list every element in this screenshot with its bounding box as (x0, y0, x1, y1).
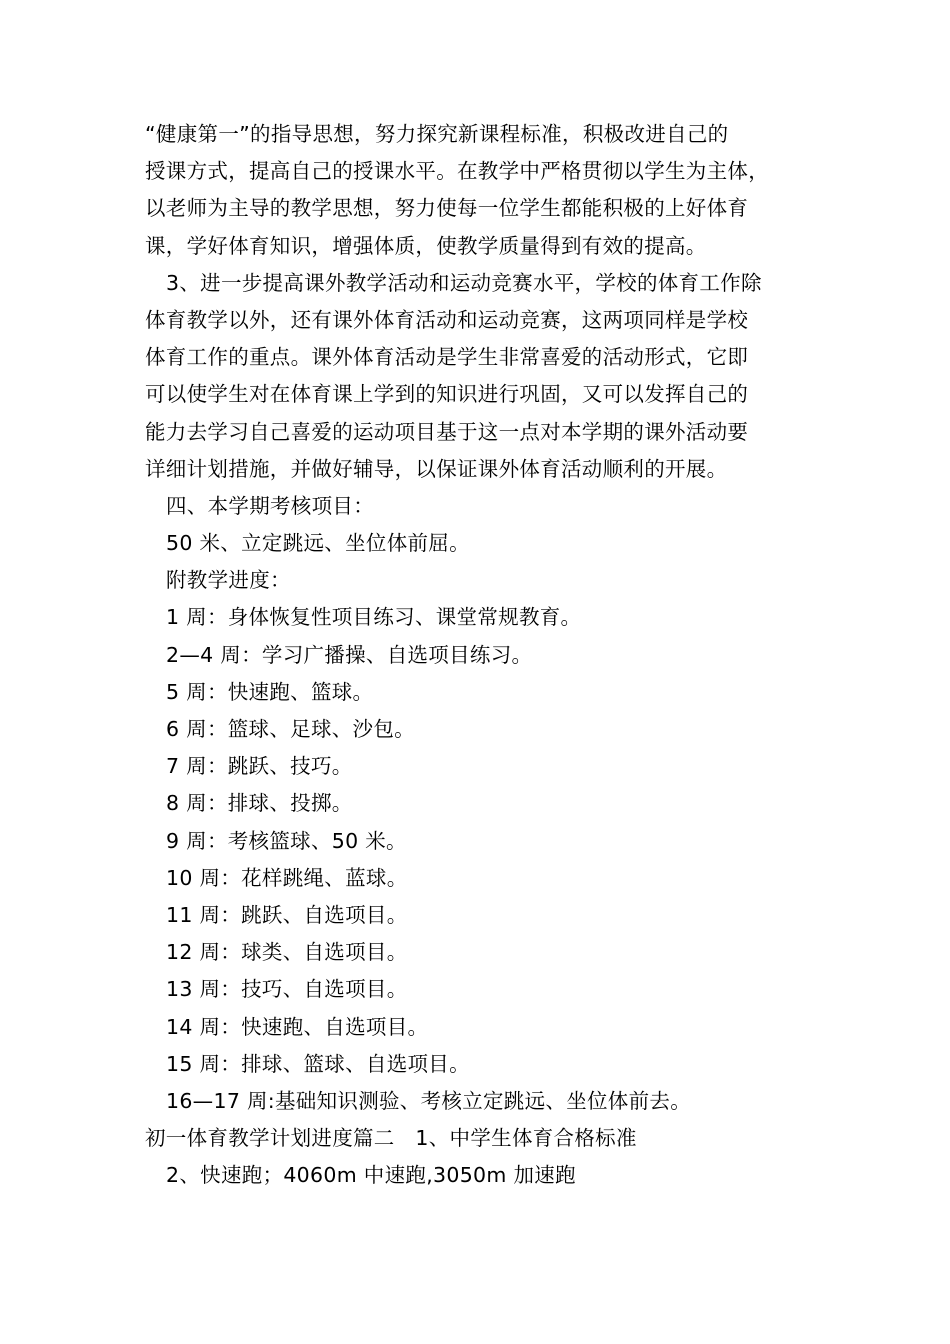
paragraph-line: 可以使学生对在体育课上学到的知识进行巩固，又可以发挥自己的 (145, 382, 749, 407)
paragraph-line: 详细计划措施，并做好辅导，以保证课外体育活动顺利的开展。 (145, 456, 728, 481)
schedule-item: 8 周：排球、投掷。 (166, 791, 353, 816)
paragraph-line: 授课方式，提高自己的授课水平。在教学中严格贯彻以学生为主体， (145, 159, 769, 184)
assessment-items: 50 米、立定跳远、坐位体前屈。 (166, 531, 470, 556)
schedule-item: 12 周：球类、自选项目。 (166, 940, 408, 965)
schedule-item: 9 周：考核篮球、50 米。 (166, 828, 407, 853)
schedule-item: 2—4 周：学习广播操、自选项目练习。 (166, 642, 533, 667)
paragraph-line: 以老师为主导的教学思想，努力使每一位学生都能积极的上好体育 (145, 196, 749, 221)
schedule-item: 14 周：快速跑、自选项目。 (166, 1014, 429, 1039)
paragraph-line: 体育工作的重点。课外体育活动是学生非常喜爱的活动形式，它即 (145, 345, 749, 370)
paragraph-line: 2、快速跑；4060m 中速跑,3050m 加速跑 (166, 1163, 576, 1188)
schedule-item: 1 周：身体恢复性项目练习、课堂常规教育。 (166, 605, 582, 630)
schedule-item: 10 周：花样跳绳、蓝球。 (166, 865, 408, 890)
paragraph-line: 3、进一步提高课外教学活动和运动竞赛水平，学校的体育工作除 (166, 270, 762, 295)
section-title: 初一体育教学计划进度篇二 1、中学生体育合格标准 (145, 1126, 637, 1151)
schedule-item: 16—17 周:基础知识测验、考核立定跳远、坐位体前去。 (166, 1088, 691, 1113)
schedule-heading: 附教学进度： (166, 568, 291, 593)
paragraph-line: 能力去学习自己喜爱的运动项目基于这一点对本学期的课外活动要 (145, 419, 749, 444)
schedule-item: 6 周：篮球、足球、沙包。 (166, 717, 415, 741)
paragraph-line: 体育教学以外，还有课外体育活动和运动竞赛，这两项同样是学校 (145, 307, 749, 332)
schedule-item: 15 周：排球、篮球、自选项目。 (166, 1051, 470, 1076)
document-page (145, 116, 835, 1194)
paragraph-line: “健康第一”的指导思想，努力探究新课程标准，积极改进自己的 (145, 122, 729, 146)
schedule-item: 5 周：快速跑、篮球。 (166, 679, 374, 704)
schedule-item: 11 周：跳跃、自选项目。 (166, 902, 408, 927)
schedule-item: 13 周：技巧、自选项目。 (166, 977, 408, 1002)
schedule-item: 7 周：跳跃、技巧。 (166, 754, 353, 779)
section-heading: 四、本学期考核项目： (166, 493, 374, 518)
paragraph-line: 课，学好体育知识，增强体质，使教学质量得到有效的提高。 (145, 233, 707, 258)
